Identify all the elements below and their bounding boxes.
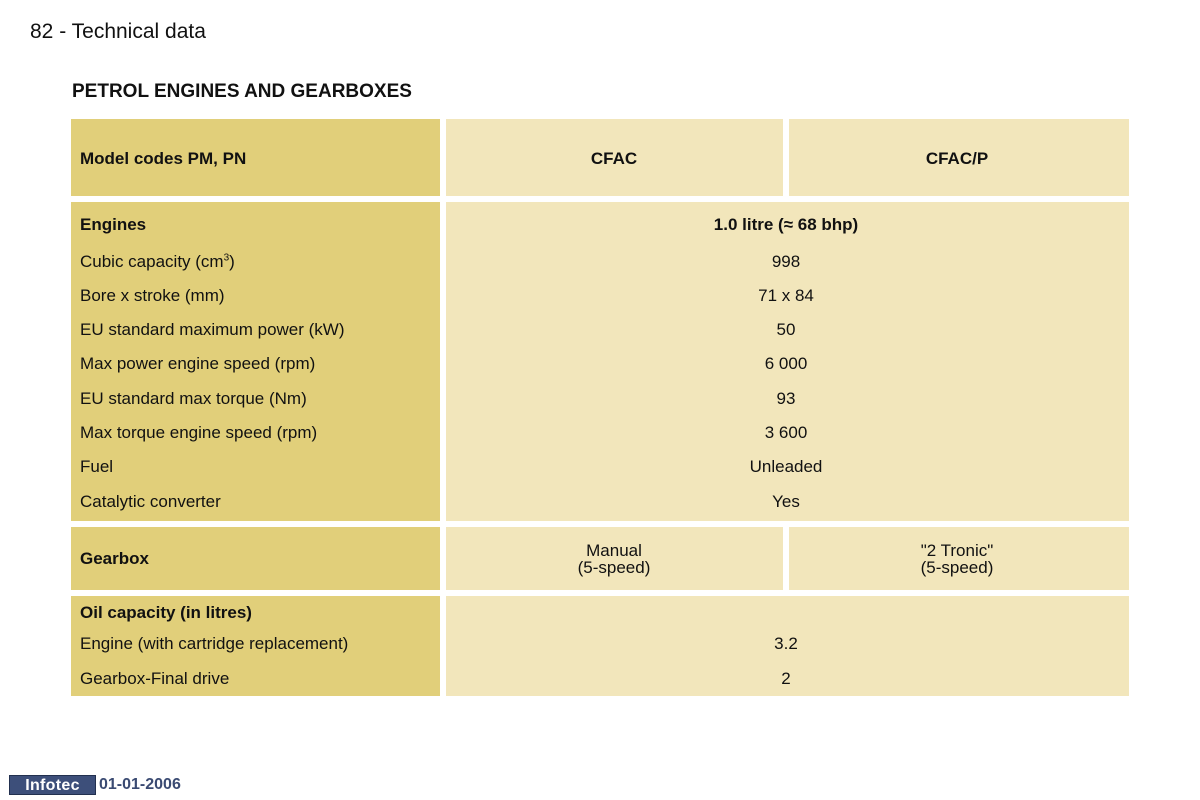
model-code-2: CFAC/P (925, 149, 989, 168)
footer-date: 01-01-2006 (99, 776, 181, 793)
row-label-max-power-speed: Max power engine speed (rpm) (80, 354, 316, 373)
row-label-engine-oil: Engine (with cartridge replacement) (80, 634, 349, 653)
model-code-1: CFAC (590, 149, 638, 168)
infotec-logo: Infotec (9, 775, 96, 795)
row-label-bore-stroke: Bore x stroke (mm) (80, 286, 225, 305)
row-label-max-power: EU standard maximum power (kW) (80, 320, 345, 339)
gearbox-manual-value: Manual (5-speed) (577, 541, 651, 577)
row-value-gearbox-oil: 2 (781, 669, 791, 688)
row-value-catalytic-converter: Yes (772, 492, 800, 511)
oil-capacity-label: Oil capacity (in litres) (80, 603, 252, 622)
row-value-max-torque-speed: 3 600 (764, 423, 808, 442)
row-label-cubic-capacity: Cubic capacity $(cm^3)$ (80, 252, 235, 271)
row-value-max-power-speed: 6 000 (764, 354, 808, 373)
row-label-gearbox-oil: Gearbox-Final drive (80, 669, 230, 688)
row-value-cubic-capacity: 998 (771, 252, 801, 271)
gearbox-label: Gearbox (80, 549, 149, 568)
engines-value: 1.0 litre (≈ 68 bhp) (713, 215, 859, 234)
row-label-max-torque-speed: Max torque engine speed (rpm) (80, 423, 318, 442)
row-label-catalytic-converter: Catalytic converter (80, 492, 221, 511)
row-value-engine-oil: 3.2 (774, 634, 798, 653)
row-value-bore-stroke: 71 x 84 (758, 286, 814, 305)
row-value-max-torque: 93 (776, 389, 796, 408)
row-value-fuel: Unleaded (749, 457, 823, 476)
engines-label: Engines (80, 215, 147, 234)
section-title: PETROL ENGINES AND GEARBOXES (72, 81, 412, 102)
row-label-fuel: Fuel (80, 457, 114, 476)
row-label-max-torque: EU standard max torque (Nm) (80, 389, 307, 408)
gearbox-tronic-value: "2 Tronic" (5-speed) (920, 541, 994, 577)
model-codes-label: Model codes PM, PN (80, 149, 247, 168)
row-value-max-power: 50 (776, 320, 796, 339)
page-header: 82 - Technical data (30, 20, 206, 43)
